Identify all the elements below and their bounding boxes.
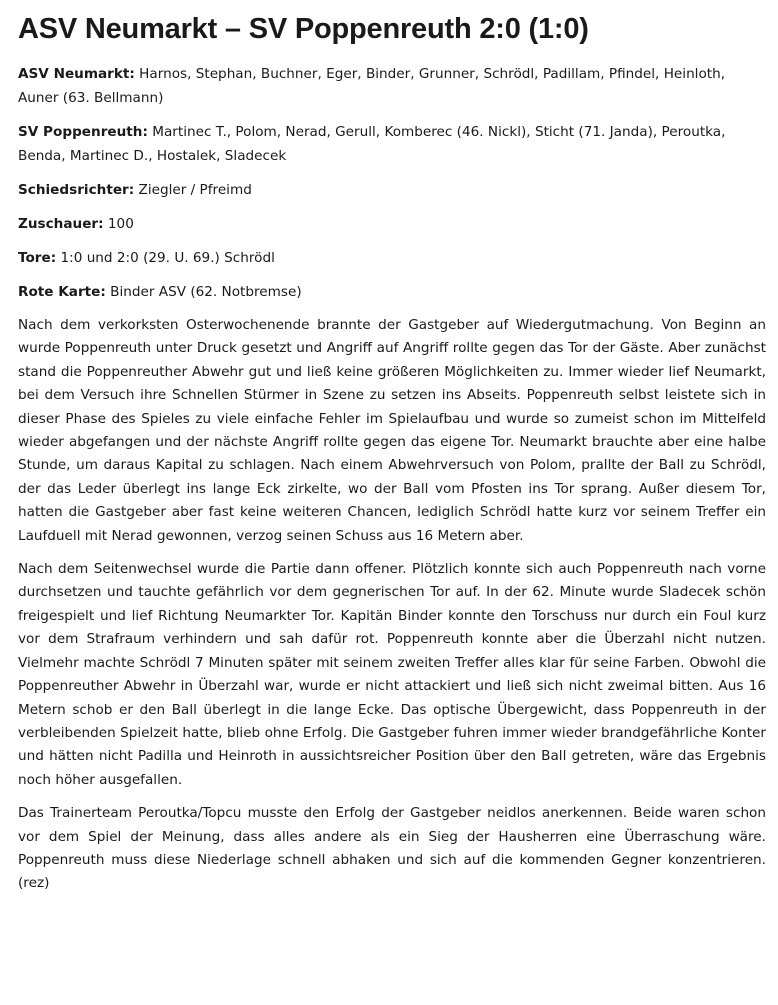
lineup-away-players: Martinec T., Polom, Nerad, Gerull, Komberec (46. Nickl), Sticht (71. Janda), Peroutka, Benda, Martinec D., Hostalek, Sladecek xyxy=(18,124,726,164)
lineup-home-players: Harnos, Stephan, Buchner, Eger, Binder, Grunner, Schrödl, Padillam, Pfindel, Heinloth, Auner (63. Bellmann) xyxy=(18,66,726,106)
spectators-value: 100 xyxy=(103,216,134,232)
goals-value: 1:0 und 2:0 (29. U. 69.) Schrödl xyxy=(56,250,275,266)
lineup-home xyxy=(18,62,766,110)
report-paragraph-2: Nach dem Seitenwechsel wurde die Partie dann offener. Plötzlich konnte sich auch Poppenreuth nach vorne durchsetzen und tauchte gefährlich vor dem gegnerischen Tor auf. In der 62. Minute wurde Sladecek schön freigespielt und lief Richtung Neumarkter Tor. Kapitän Binder konnte den Torschuss nur durch ein Foul kurz vor dem Strafraum verhindern und sah dafür rot. Poppenreuth konnte aber die Überzahl nicht nutzen. Vielmehr machte Schrödl 7 Minuten später mit seinem zweiten Treffer alles klar für seine Farben. Obwohl die Poppenreuther Abwehr in Überzahl war, wurde er nicht attackiert und ließ sich nicht zweimal bitten. Aus 16 Metern schob er den Ball überlegt in die lange Ecke. Das optische Übergewicht, dass Poppenreuth in der verbleibenden Spielzeit hatte, blieb ohne Erfolg. Die Gastgeber fuhren immer wieder brandgefährliche Konter und hätten nicht Padilla und Heinroth in aussichtsreicher Position über den Ball getreten, wäre das Ergebnis noch höher ausgefallen. xyxy=(18,561,766,788)
lineup-away xyxy=(18,120,766,168)
referee-value: Ziegler / Pfreimd xyxy=(134,182,252,198)
goals-line xyxy=(18,246,766,270)
report-paragraph-1: Nach dem verkorksten Osterwochenende brannte der Gastgeber auf Wiedergutmachung. Von Beginn an wurde Poppenreuth unter Druck gesetzt und Angriff auf Angriff rollte gegen das Tor der Gäste. Aber zunächst stand die Poppenreuther Abwehr gut und ließ keine größeren Möglichkeiten zu. Immer wieder lief Neumarkt, bei dem Versuch ihre Schnellen Stürmer in Szene zu setzen ins Abseits. Poppenreuth selbst leistete sich in dieser Phase des Spieles zu viele einfache Fehler im Spielaufbau und wurde so zumeist schon im Mittelfeld wieder abgefangen und der nächste Angriff rollte gegen das eigene Tor. Neumarkt brauchte aber eine halbe Stunde, um daraus Kapital zu schlagen. Nach einem Abwehrversuch von Polom, prallte der Ball zu Schrödl, der das Leder überlegt ins lange Eck zirkelte, wo der Ball vom Pfosten ins Tor sprang. Außer diesem Tor, hatten die Gastgeber aber fast keine weiteren Chancen, lediglich Schrödl hatte kurz vor seinem Treffer ein Laufduell mit Nerad gewonnen, verzog seinen Schuss aus 16 Metern aber. xyxy=(18,317,766,544)
spectators-label: Zuschauer: xyxy=(18,216,104,232)
report-paragraph-3: Das Trainerteam Peroutka/Topcu musste den Erfolg der Gastgeber neidlos anerkennen. Beide waren schon vor dem Spiel der Meinung, dass alles andere als ein Sieg der Hausherren eine Überraschung wäre. Poppenreuth muss diese Niederlage schnell abhaken und sich auf die kommenden Gegner konzentrieren. (rez) xyxy=(18,805,766,892)
red-card-line xyxy=(18,280,766,304)
spectators-line xyxy=(18,212,766,236)
referee-line xyxy=(18,178,766,202)
goals-label: Tore: xyxy=(18,250,57,266)
referee-label: Schiedsrichter: xyxy=(18,182,135,198)
article xyxy=(18,0,766,896)
match-title: ASV Neumarkt – SV Poppenreuth 2:0 (1:0) xyxy=(18,13,589,45)
red-card-label: Rote Karte: xyxy=(18,284,106,300)
lineup-home-label: ASV Neumarkt: xyxy=(18,66,135,82)
red-card-value: Binder ASV (62. Notbremse) xyxy=(105,284,302,300)
lineup-away-label: SV Poppenreuth: xyxy=(18,124,148,140)
